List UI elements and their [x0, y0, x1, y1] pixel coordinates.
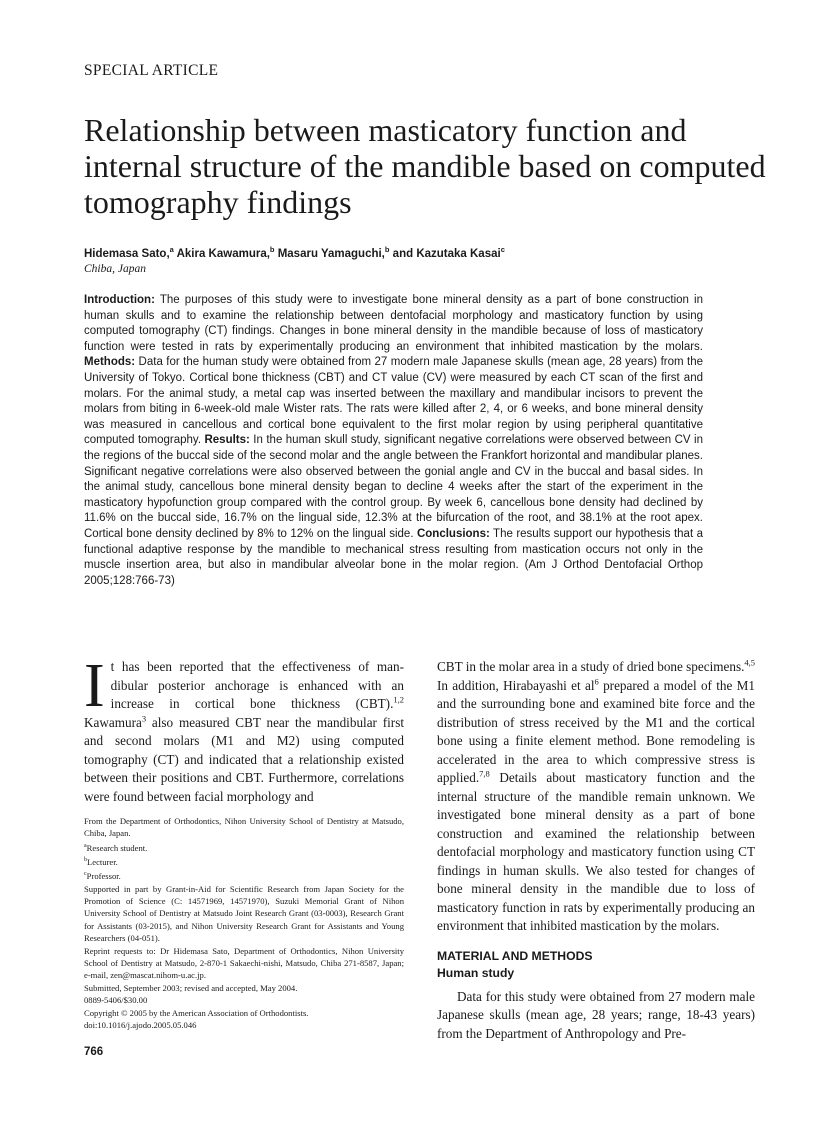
- author-list: [84, 245, 505, 260]
- footnotes: [84, 815, 404, 1031]
- footnote-funding: Supported in part by Grant-in-Aid for Scientific Research from Japan Society for the Promotion of Science (C: 14571969, 14571970), Suzuki Memorial Grant of Nihon University School of Dentistry at Matsudo Joint Research Grant (03-0003), Research Grant for Assistants (03-2015), and Nihon University Research Grant for Assistants and Young Researchers (04-051).: [84, 883, 404, 944]
- abstract-results-label: Results:: [204, 434, 250, 447]
- author-affiliation-mark: b: [269, 245, 275, 254]
- page-number: 766: [84, 1046, 104, 1058]
- citation-link[interactable]: 1,2: [393, 694, 404, 705]
- citation-link[interactable]: 3: [141, 713, 147, 724]
- intro-paragraph: [84, 652, 404, 806]
- footnote-text: Lecturer.: [87, 856, 118, 867]
- body-text: In addition, Hirabayashi et al: [437, 677, 595, 693]
- footnote-doi[interactable]: doi:10.1016/j.ajodo.2005.05.046: [84, 1020, 197, 1031]
- drop-cap: I: [84, 652, 105, 720]
- body-text: Kawamura: [84, 714, 142, 730]
- footnote-text: Research student.: [86, 842, 148, 853]
- body-text: CBT in the molar area in a study of dried bone specimens.: [437, 659, 745, 674]
- abstract-intro-label: Introduction:: [84, 294, 155, 306]
- abstract-intro-text: The purposes of this study were to investigate bone mineral density as a part of bone construction in human skulls and to examine the relationship between dentofacial morphology and masticatory function by using computed tomography (CT) findings. Changes in bone mineral density in the mandible because of loss of masticatory function were tested in rats by experimentally producing an environment that inhibited mastication by the molars.: [84, 294, 703, 353]
- footnote-mark: b: [84, 857, 87, 864]
- footnote-text: Professor.: [86, 871, 121, 882]
- footnote-issn: 0889-5406/$30.00: [84, 995, 148, 1006]
- body-text: prepared a model of the M1 and the surrounding bone and examined bite force and the distribution of stress received by the M1 and the cortical bone using a finite element method. Bone remodeling is accelerated in the area to which compressive stress is applied.: [437, 677, 755, 785]
- abstract-results-text: In the human skull study, significant negative correlations were observed between CV in the regions of the buccal side of the second molar and the angle between the Frankfort horizontal and mandibular planes. Significant negative correlations were also observed between the gonial angle and CV in the buccal and basal sides. In the animal study, cancellous bone mineral density began to decline 4 weeks after the start of the experiment in the masticatory hypofunction group compared with the control group. By week 6, cancellous bone density had declined by 11.6% on the buccal side, 16.7% on the lingual side, 12.3% at the bifurcation of the root, and 38.1% at the root apex. Cortical bone density declined by 8% to 12% on the lingual side.: [84, 434, 703, 540]
- body-column-right: [437, 658, 755, 1043]
- intro-paragraph-continued: [437, 658, 755, 936]
- footnote-copyright: Copyright © 2005 by the American Association of Orthodontists.: [84, 1007, 309, 1018]
- subsection-heading-human-study: Human study: [437, 965, 515, 980]
- author-affiliation-mark: a: [169, 245, 174, 254]
- author-name: and Kazutaka Kasai: [389, 247, 501, 260]
- abstract-methods-label: Methods:: [84, 356, 136, 369]
- section-label: SPECIAL ARTICLE: [84, 62, 219, 79]
- citation-link[interactable]: 6: [594, 676, 599, 687]
- author-affiliation-mark: c: [500, 245, 505, 254]
- author-name: Akira Kawamura,: [173, 247, 270, 260]
- footnote-reprint: Reprint requests to: Dr Hidemasa Sato, Department of Orthodontics, Nihon University School of Dentistry at Matsudo, 2-870-1 Sakaechi-nishi, Matsudo, Chiba 271-8587, Japan; e-mail, zen@mascat.nihom-u.ac.jp.: [84, 945, 404, 981]
- footnote-role: [84, 868, 404, 882]
- author-location: Chiba, Japan: [84, 263, 146, 275]
- author-name: Hidemasa Sato,: [84, 247, 170, 260]
- abstract-methods-text: Data for the human study were obtained from 27 modern male Japanese skulls (mean age, 28 years) from the University of Tokyo. Cortical bone thickness (CBT) and CT value (CV) were measured by each CT scan of the first and molars. For the animal study, a metal cap was inserted between the maxillary and mandibular incisors to prevent the molars from biting in 6-week-old male Wister rats. The rats were killed after 2, 4, or 6 weeks, and bone mineral density was measured in cancellous and cortical bone equivalent to the first molar region by using peripheral quantitative computed tomography.: [84, 356, 703, 447]
- article-title: Relationship between masticatory function and internal structure of the mandible based on computed tomography findings: [84, 112, 766, 220]
- section-heading-methods: MATERIAL AND METHODS: [437, 948, 593, 963]
- human-study-paragraph: Data for this study were obtained from 27 modern male Japanese skulls (mean age, 28 years; range, 18-43 years) from the Department of Anthropology and Pre-: [437, 988, 755, 1041]
- footnote-role: [84, 854, 404, 868]
- body-text: Details about masticatory function and the internal structure of the mandible remain unknown. We investigated bone mineral density as a part of bone construction and examined the relationship between dentofacial morphology and masticatory function using CT findings in human skulls. We also tested for changes of bone mineral density in the mandible due to loss of masticatory function in rats by experimentally producing an environment that inhibited mastication by the molars.: [437, 770, 755, 933]
- citation-link[interactable]: 7,8: [479, 768, 490, 779]
- citation-link[interactable]: 4,5: [744, 657, 756, 668]
- abstract-conclusions-label: Conclusions:: [416, 527, 490, 540]
- footnote-dates: Submitted, September 2003; revised and accepted, May 2004.: [84, 982, 298, 993]
- footnote-affiliation: From the Department of Orthodontics, Nihon University School of Dentistry at Matsudo, Chiba, Japan.: [84, 816, 404, 839]
- abstract-conclusions-text: The results support our hypothesis that a functional adaptive response by the mandible to mechanical stress resulting from mastication occurs not only in the muscle insertion area, but also in mandibular alveolar bone in the molar region. (Am J Orthod Dentofacial Orthop 2005;128:766-73): [84, 527, 703, 587]
- footnote-role: [84, 840, 404, 854]
- author-name: Masaru Yamaguchi,: [274, 247, 385, 260]
- body-text: t has been reported that the effectiveness of man-dibular posterior anchorage is enhanced with an increase in cortical bone thickness (CBT).: [110, 659, 404, 711]
- footnote-mark: a: [84, 842, 87, 849]
- footnote-mark: c: [84, 871, 87, 878]
- author-affiliation-mark: b: [384, 245, 390, 254]
- body-text: also measured CBT near the mandibular first and second molars (M1 and M2) using computed tomography (CT) and indicated that a relationship existed between their positions and CBT. Furthermore, correlations were found between facial morphology and: [84, 714, 404, 804]
- body-column-left: [84, 652, 404, 806]
- abstract: [84, 293, 703, 589]
